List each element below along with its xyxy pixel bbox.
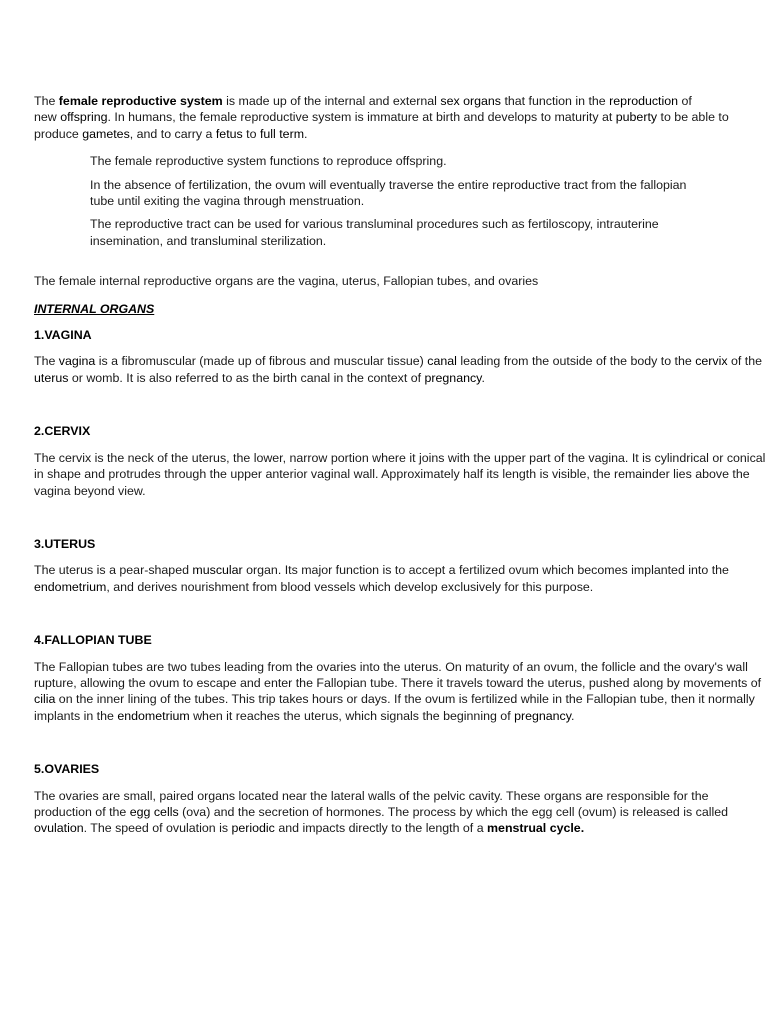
text-run: . bbox=[481, 370, 485, 385]
text-run: . bbox=[571, 708, 575, 723]
section-body bbox=[34, 353, 768, 386]
organs-intro: The female internal reproductive organs are the vagina, uterus, Fallopian tubes, and ovaries bbox=[34, 274, 539, 289]
link-term: pregnancy bbox=[424, 370, 482, 385]
indented-note: The reproductive tract can be used for various transluminal procedures such as fertiloscopy, intrauterine insemination, and transluminal sterilization. bbox=[90, 217, 659, 248]
bold-text: menstrual cycle. bbox=[487, 821, 585, 836]
text-run: new bbox=[34, 110, 61, 125]
text-run: The uterus is a pear-shaped bbox=[34, 563, 193, 578]
text-run: produce bbox=[34, 126, 83, 141]
intro-line bbox=[34, 109, 768, 125]
section-body bbox=[34, 562, 768, 595]
section-body bbox=[34, 450, 768, 499]
link-term: muscular bbox=[192, 563, 243, 578]
intro-paragraph bbox=[34, 93, 768, 142]
link-term: fetus bbox=[215, 126, 243, 141]
link-term: puberty bbox=[615, 110, 658, 125]
text-run: of the bbox=[727, 354, 763, 369]
section-heading: 1.VAGINA bbox=[34, 328, 92, 343]
section-heading: 5.OVARIES bbox=[34, 762, 100, 777]
link-term: canal bbox=[427, 354, 457, 369]
text-run: The bbox=[34, 94, 59, 108]
link-term: gametes bbox=[82, 126, 130, 141]
text-run: . In humans, the female reproductive system is immature at birth and develops to maturity at bbox=[107, 110, 616, 125]
section-heading: 3.UTERUS bbox=[34, 536, 96, 551]
link-term: cilia bbox=[34, 692, 56, 707]
section-cervix bbox=[34, 423, 768, 499]
text-run: (ova) and the secretion of hormones. The process by which the egg cell (ovum) is released is called bbox=[178, 804, 729, 819]
text-run: , and to carry a bbox=[129, 126, 216, 141]
text-run: and impacts directly to the length of a bbox=[274, 821, 488, 836]
link-term: pregnancy bbox=[514, 708, 572, 723]
text-run: . The speed of ovulation is bbox=[83, 821, 232, 836]
section-body bbox=[34, 788, 768, 837]
intro-line bbox=[34, 93, 768, 109]
section-uterus bbox=[34, 536, 768, 595]
bold-text: female reproductive system bbox=[58, 94, 223, 108]
link-term: egg cells bbox=[129, 804, 179, 819]
link-term: ovulation bbox=[34, 821, 84, 836]
text-run: is made up of the internal and external bbox=[222, 94, 441, 108]
link-term: cervix bbox=[695, 354, 728, 369]
text-run: or womb. It is also referred to as the birth canal in the context of bbox=[68, 370, 425, 385]
text-run: , and derives nourishment from blood vessels which develop exclusively for this purpose. bbox=[106, 579, 594, 594]
text-run: The ovaries are small, paired organs located near the lateral walls of the pelvic cavity. These organs are responsible for the production of the bbox=[34, 788, 709, 819]
indented-notes bbox=[90, 153, 710, 249]
link-term: endometrium bbox=[117, 708, 190, 723]
link-term: vagina bbox=[58, 354, 96, 369]
text-run: The Fallopian tubes are two tubes leading from the ovaries into the uterus. On maturity of an ovum, the follicle and the ovary's wall rupture, allowing the ovum to escape and enter the Fallopian tube. There it travels toward the uterus, pushed along by movements of bbox=[34, 659, 762, 690]
link-term: endometrium bbox=[34, 579, 107, 594]
section-vagina bbox=[34, 327, 768, 386]
document-page bbox=[34, 93, 768, 874]
text-run: to bbox=[242, 126, 260, 141]
text-run: The cervix is the neck of the uterus, the lower, narrow portion where it joins with the upper part of the vagina. It is cylindrical or conical in shape and protrudes through the upper anterior vaginal wall. Approximately half its length is visible, the remainder lies above the vagina beyond view. bbox=[34, 450, 766, 498]
section-heading: 2.CERVIX bbox=[34, 424, 91, 439]
text-run: of bbox=[678, 94, 692, 108]
text-run: to be able to bbox=[657, 110, 729, 125]
text-run: that function in the bbox=[501, 94, 610, 108]
section-title: INTERNAL ORGANS bbox=[34, 301, 155, 316]
section-heading: 4.FALLOPIAN TUBE bbox=[34, 633, 152, 648]
link-term: periodic bbox=[231, 821, 275, 836]
indented-note: In the absence of fertilization, the ovum will eventually traverse the entire reproductive tract from the fallopian tube until exiting the vagina through menstruation. bbox=[90, 177, 687, 209]
intro-line bbox=[34, 126, 768, 142]
link-term: offspring bbox=[60, 110, 108, 125]
link-term: sex organs bbox=[440, 94, 501, 108]
text-run: The bbox=[34, 354, 59, 369]
link-term: uterus bbox=[34, 370, 69, 385]
section-fallopian-tube bbox=[34, 632, 768, 724]
text-run: is a fibromuscular (made up of fibrous and muscular tissue) bbox=[95, 354, 428, 369]
link-term: full term bbox=[259, 126, 305, 141]
text-run: organ. Its major function is to accept a fertilized ovum which becomes implanted into the bbox=[242, 563, 729, 578]
section-body bbox=[34, 659, 768, 725]
text-run: when it reaches the uterus, which signals the beginning of bbox=[189, 708, 515, 723]
text-run: on the inner lining of the tubes. This trip takes hours or days. If the ovum is fertilized while in the Fallopian tube, then it normally implants in the bbox=[34, 692, 755, 723]
link-term: reproduction bbox=[609, 94, 679, 108]
text-run: . bbox=[304, 126, 308, 141]
section-ovaries bbox=[34, 761, 768, 837]
indented-note: The female reproductive system functions to reproduce offspring. bbox=[90, 154, 447, 169]
text-run: leading from the outside of the body to the bbox=[456, 354, 696, 369]
